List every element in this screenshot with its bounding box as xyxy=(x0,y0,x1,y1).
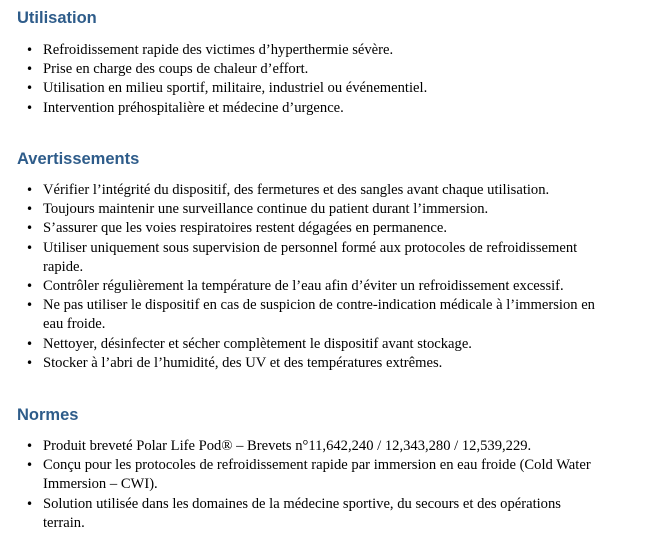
list-item xyxy=(0,99,623,118)
list-normes xyxy=(0,437,653,533)
list-item-text: Conçu pour les protocoles de refroidissement rapide par immersion en eau froide (Cold Water Immersion – CWI). xyxy=(43,457,591,493)
list-item-text: Vérifier l’intégrité du dispositif, des fermetures et des sangles avant chaque utilisation. xyxy=(43,182,550,198)
list-item xyxy=(0,41,623,60)
list-item-text: Toujours maintenir une surveillance continue du patient durant l’immersion. xyxy=(43,201,489,218)
list-item xyxy=(0,60,623,79)
list-item xyxy=(0,456,598,494)
heading-normes: Normes xyxy=(17,406,79,424)
list-avertissements xyxy=(0,181,653,373)
list-utilisation xyxy=(0,41,653,118)
bullet-icon: • xyxy=(26,43,34,57)
list-item-text: Utiliser uniquement sous supervision de personnel formé aux protocoles de refroidissement rapide. xyxy=(43,239,578,275)
bullet-icon: • xyxy=(26,100,34,115)
list-item-text: Contrôler régulièrement la température de l’eau afin d’éviter un refroidissement excessif. xyxy=(43,278,564,295)
list-item-text: Prise en charge des coups de chaleur d’effort. xyxy=(43,61,309,78)
list-item xyxy=(0,239,618,277)
list-item xyxy=(0,495,598,533)
list-item-text: S’assurer que les voies respiratoires restent dégagées en permanence. xyxy=(43,220,448,237)
bullet-icon: • xyxy=(26,183,34,197)
list-item xyxy=(0,181,618,200)
bullet-icon: • xyxy=(26,439,34,453)
heading-avertissements: Avertissements xyxy=(17,150,140,168)
list-item-text: Produit breveté Polar Life Pod® – Brevets n°11,642,240 / 12,343,280 / 12,539,229. xyxy=(43,438,532,454)
list-item xyxy=(0,219,618,238)
bullet-icon: • xyxy=(26,496,34,511)
list-item-text: Solution utilisée dans les domaines de la médecine sportive, du secours et des opérations terrain. xyxy=(43,495,561,531)
list-item-text: Nettoyer, désinfecter et sécher complètement le dispositif avant stockage. xyxy=(43,335,472,352)
list-item xyxy=(0,277,618,296)
list-item xyxy=(0,200,618,219)
list-item xyxy=(0,79,623,98)
list-item-text: Ne pas utiliser le dispositif en cas de suspicion de contre-indication médicale à l’immersion en eau froide. xyxy=(43,297,595,333)
list-item xyxy=(0,354,618,373)
bullet-icon: • xyxy=(26,336,34,351)
bullet-icon: • xyxy=(26,62,34,77)
bullet-icon: • xyxy=(26,202,34,217)
bullet-icon: • xyxy=(26,355,34,370)
heading-utilisation: Utilisation xyxy=(17,9,97,27)
list-item xyxy=(0,335,618,354)
list-item xyxy=(0,296,618,334)
bullet-icon: • xyxy=(26,279,34,294)
list-item-text: Refroidissement rapide des victimes d’hyperthermie sévère. xyxy=(43,42,394,58)
bullet-icon: • xyxy=(26,458,34,473)
list-item xyxy=(0,437,598,456)
bullet-icon: • xyxy=(26,240,34,255)
list-item-text: Utilisation en milieu sportif, militaire, industriel ou événementiel. xyxy=(43,80,428,97)
bullet-icon: • xyxy=(26,298,34,313)
bullet-icon: • xyxy=(26,81,34,96)
list-item-text: Intervention préhospitalière et médecine d’urgence. xyxy=(43,99,344,116)
bullet-icon: • xyxy=(26,221,34,236)
list-item-text: Stocker à l’abri de l’humidité, des UV et des températures extrêmes. xyxy=(43,354,443,371)
